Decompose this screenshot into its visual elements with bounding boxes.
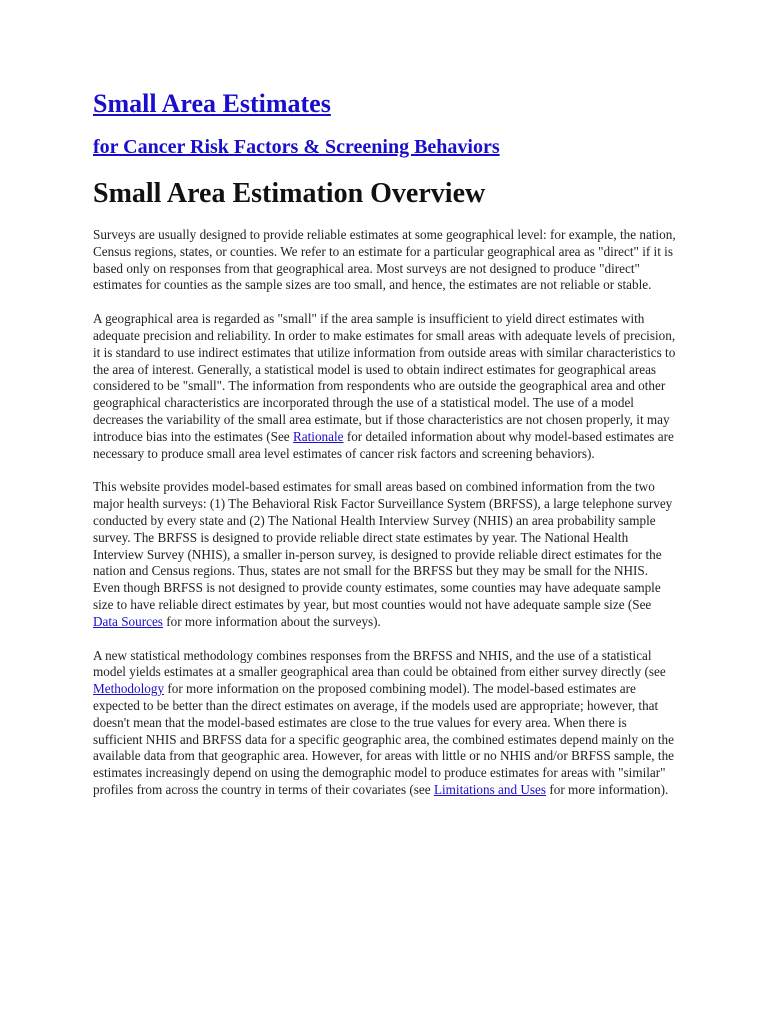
paragraph-text: for more information). [546, 781, 669, 797]
site-title-link[interactable]: Small Area Estimates [93, 89, 331, 118]
paragraph-text: A new statistical methodology combines responses from the BRFSS and NHIS, and the use of a statistical model yields estimates at a smaller geographical area than could be obtained from either survey directly (see [93, 647, 666, 680]
paragraph-text: A geographical area is regarded as "small" if the area sample is insufficient to yield direct estimates with adequate precision and reliability. In order to make estimates for small areas with adequate levels of precision, it is standard to use indirect estimates that utilize information from outside areas with similar characteristics to the area of interest. Generally, a statistical model is used to obtain indirect estimates for geographical areas considered to be "small". The information from respondents who are outside the geographical area and other geographical characteristics are incorporated through the use of a statistical model. The use of a model decreases the variability of the small area estimate, but if those characteristics are not chosen properly, it may introduce bias into the estimates (See [93, 311, 676, 444]
paragraph-website [93, 479, 678, 630]
page-title: Small Area Estimation Overview [93, 178, 486, 209]
methodology-link[interactable]: Methodology [93, 681, 165, 697]
paragraph-text: for more information on the proposed combining model). The model-based estimates are expected to be better than the direct estimates on average, if the models used are appropriate; however, that doesn't mean that the model-based estimates are close to the true values for every area. When there is sufficient NHIS and BRFSS data for a specific geographic area, the combined estimates depend mainly on the available data from that geographic area. However, for areas with little or no NHIS and/or BRFSS sample, the estimates increasingly depend on using the demographic model to produce estimates for areas with "similar" profiles from across the country in terms of their covariates (see [93, 681, 675, 797]
paragraph-surveys: Surveys are usually designed to provide reliable estimates at some geographical level: for example, the nation, Census regions, states, or counties. We refer to an estimate for a particular geographical area as "direct" if it is based only on responses from that geographical area. Most surveys are not designed to produce "direct" estimates for counties as the sample sizes are too small, and hence, the estimates are not reliable or stable. [93, 227, 676, 293]
paragraph-methodology [93, 648, 678, 799]
paragraph-text: This website provides model-based estimates for small areas based on combined information from the two major health surveys: (1) The Behavioral Risk Factor Surveillance System (BRFSS), a large telephone survey conducted by every state and (2) The National Health Interview Survey (NHIS) an area probability sample survey. The BRFSS is designed to provide reliable direct state estimates by year. The National Health Interview Survey (NHIS), a smaller in-person survey, is designed to provide reliable direct estimates for the nation and Census regions. Thus, states are not small for the BRFSS but they may be small for the NHIS. Even though BRFSS is not designed to provide county estimates, some counties may have adequate sample size to have reliable direct estimates by year, but most counties would not have adequate sample size (See [93, 479, 673, 612]
paragraph-text: for detailed information about why model-based estimates are necessary to produce small area level estimates of cancer risk factors and screening behaviors). [93, 428, 674, 461]
limitations-and-uses-link[interactable]: Limitations and Uses [433, 781, 547, 797]
paragraph-small-area [93, 311, 678, 462]
site-subtitle-link[interactable]: for Cancer Risk Factors & Screening Behaviors [93, 136, 500, 158]
rationale-link[interactable]: Rationale [292, 428, 344, 444]
data-sources-link[interactable]: Data Sources [93, 613, 163, 629]
paragraph-text: for more information about the surveys). [162, 613, 381, 629]
